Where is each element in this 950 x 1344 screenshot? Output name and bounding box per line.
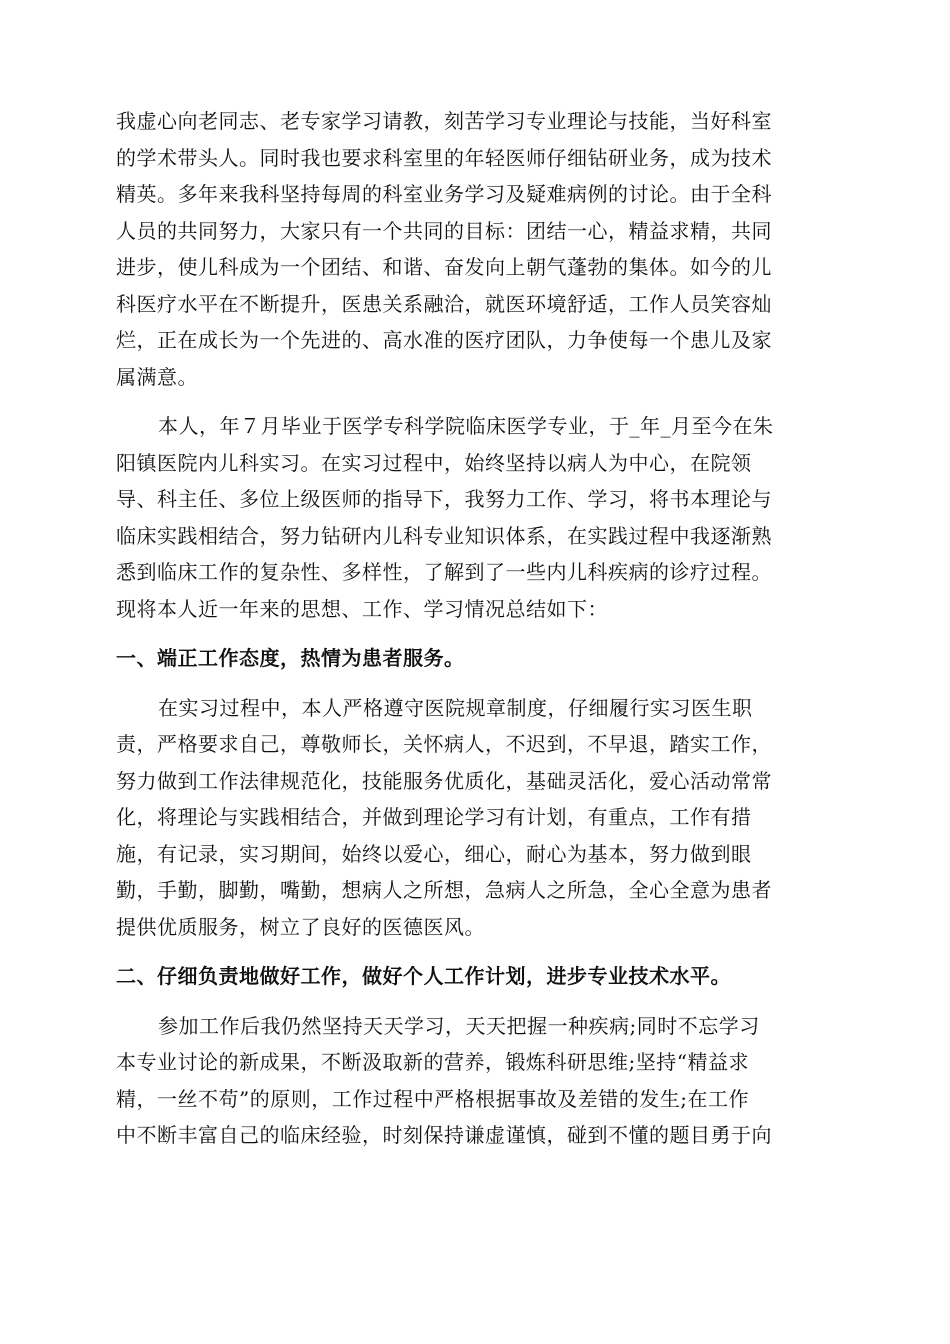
heading-text: 二、仔细负责地做好工作，做好个人工作计划，进步专业技术水平。 bbox=[116, 964, 731, 988]
text-line: 化，将理论与实践相结合，并做到理论学习有计划，有重点，工作有措 bbox=[116, 805, 752, 829]
paragraph-spacer bbox=[116, 627, 836, 640]
text-line: 人员的共同努力，大家只有一个共同的目标：团结一心，精益求精，共同 bbox=[116, 218, 772, 243]
text-line: 进步，使儿科成为一个团结、和谐、奋发向上朝气蓬勃的集体。如今的儿 bbox=[116, 255, 772, 279]
text-line: 我虚心向老同志、老专家学习请教，刻苦学习专业理论与技能，当好科室 bbox=[116, 109, 772, 133]
text-line: 责，严格要求自己，尊敬师长，关怀病人，不迟到，不早退，踏实工作， bbox=[116, 732, 772, 756]
text-line: 参加工作后我仍然坚持天天学习，天天把握一种疾病;同时不忘学习 bbox=[158, 1013, 760, 1038]
text-line: 精英。多年来我科坚持每周的科室业务学习及疑难病例的讨论。由于全科 bbox=[116, 182, 772, 206]
text-line: 提供优质服务，树立了良好的医德医风。 bbox=[116, 914, 485, 939]
text-line: 现将本人近一年来的思想、工作、学习情况总结如下： bbox=[116, 596, 608, 621]
text-line: 临床实践相结合，努力钻研内儿科专业知识体系，在实践过程中我逐渐熟 bbox=[116, 523, 772, 548]
text-line: 施，有记录，实习期间，始终以爱心，细心，耐心为基本，努力做到眼 bbox=[116, 841, 752, 866]
text-line: 科医疗水平在不断提升，医患关系融洽，就医环境舒适，工作人员笑容灿 bbox=[116, 291, 772, 316]
paragraph-4 bbox=[116, 1008, 836, 1154]
text-line: 悉到临床工作的复杂性、多样性，了解到了一些内儿科疾病的诊疗过程。 bbox=[116, 560, 772, 584]
text-line: 阳镇医院内儿科实习。在实习过程中，始终坚持以病人为中心，在院领 bbox=[116, 450, 752, 475]
paragraph-spacer bbox=[116, 677, 836, 690]
text-line: 本人，年７月毕业于医学专科学院临床医学专业，于_年_月至今在朱 bbox=[158, 414, 774, 438]
text-line: 烂，正在成长为一个先进的、高水准的医疗团队，力争使每一个患儿及家 bbox=[116, 328, 772, 352]
paragraph-spacer bbox=[116, 395, 836, 408]
text-line: 努力做到工作法律规范化，技能服务优质化，基础灵活化，爱心活动常常 bbox=[116, 768, 772, 793]
text-line: 勤，手勤，脚勤，嘴勤，想病人之所想，急病人之所急，全心全意为患者 bbox=[116, 878, 772, 902]
paragraph-1 bbox=[116, 103, 836, 395]
text-line: 的学术带头人。同时我也要求科室里的年轻医师仔细钻研业务，成为技术 bbox=[116, 145, 772, 170]
paragraph-spacer bbox=[116, 995, 836, 1008]
section-heading-1 bbox=[116, 640, 836, 677]
paragraph-spacer bbox=[116, 945, 836, 958]
paragraph-2 bbox=[116, 408, 836, 627]
text-line: 精，一丝不苟”的原则，工作过程中严格根据事故及差错的发生;在工作 bbox=[116, 1086, 749, 1111]
text-line: 中不断丰富自己的临床经验，时刻保持谦虚谨慎，碰到不懂的题目勇于向 bbox=[116, 1123, 772, 1147]
paragraph-3 bbox=[116, 690, 836, 946]
document-page bbox=[116, 103, 836, 1154]
section-heading-2 bbox=[116, 958, 836, 995]
text-line: 属满意。 bbox=[116, 364, 198, 389]
text-line: 导、科主任、多位上级医师的指导下，我努力工作、学习，将书本理论与 bbox=[116, 487, 772, 511]
text-line: 在实习过程中，本人严格遵守医院规章制度，仔细履行实习医生职 bbox=[158, 695, 753, 720]
text-line: 本专业讨论的新成果，不断汲取新的营养，锻炼科研思维;坚持“精益求 bbox=[116, 1050, 749, 1074]
heading-text: 一、端正工作态度，热情为患者服务。 bbox=[116, 646, 465, 670]
